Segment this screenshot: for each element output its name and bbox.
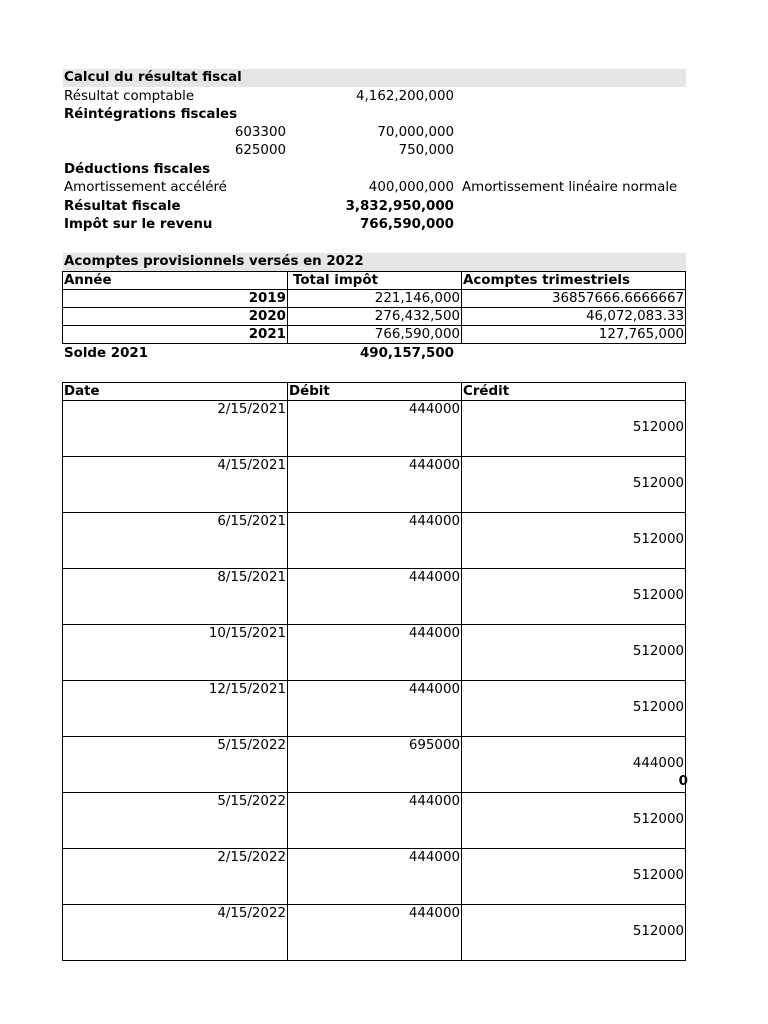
- debit-cell: 444000: [288, 625, 462, 681]
- credit-value: 512000: [632, 868, 684, 883]
- debit-cell: 444000: [288, 569, 462, 625]
- credit-value: 444000: [632, 756, 684, 771]
- acompte-trimestriel-cell: 127,765,000: [462, 326, 686, 344]
- credit-value: 512000: [632, 532, 684, 547]
- journal-row: [63, 905, 686, 961]
- header-acomptes-trimestriels: Acomptes trimestriels: [462, 272, 686, 290]
- acompte-trimestriel-cell: 36857666.6666667: [462, 290, 686, 308]
- amortissement-label: Amortissement accéléré: [64, 180, 227, 195]
- journal-row: [63, 793, 686, 849]
- credit-cell: [462, 793, 686, 849]
- resultat-fiscale-label: Résultat fiscale: [64, 199, 181, 214]
- reintegration-account: 625000: [234, 143, 286, 158]
- acomptes-row: [63, 308, 686, 326]
- journal-header-row: [63, 383, 686, 401]
- deductions-label: Déductions fiscales: [64, 162, 211, 177]
- date-cell: 5/15/2022: [63, 737, 288, 793]
- journal-row: [63, 681, 686, 737]
- journal-row: [63, 849, 686, 905]
- journal-row: [63, 457, 686, 513]
- debit-cell: 444000: [288, 681, 462, 737]
- reintegration-value: 70,000,000: [377, 125, 454, 140]
- date-cell: 2/15/2021: [63, 401, 288, 457]
- debit-cell: 444000: [288, 513, 462, 569]
- header-total-impot: Total impôt: [288, 272, 462, 290]
- credit-cell: [462, 401, 686, 457]
- solde-value: 490,157,500: [359, 346, 454, 361]
- date-cell: 12/15/2021: [63, 681, 288, 737]
- credit-value: 512000: [632, 700, 684, 715]
- resultat-fiscale-value: 3,832,950,000: [345, 199, 454, 214]
- journal-row: [63, 513, 686, 569]
- journal-table: [62, 382, 686, 961]
- journal-row: [63, 625, 686, 681]
- credit-value: 512000: [632, 588, 684, 603]
- total-impot-cell: 276,432,500: [288, 308, 462, 326]
- credit-cell: [462, 513, 686, 569]
- date-cell: 4/15/2022: [63, 905, 288, 961]
- debit-cell: 444000: [288, 457, 462, 513]
- journal-row: [63, 401, 686, 457]
- debit-cell: 444000: [288, 401, 462, 457]
- journal-row: [63, 569, 686, 625]
- debit-cell: 444000: [288, 793, 462, 849]
- date-cell: 10/15/2021: [63, 625, 288, 681]
- debit-cell: 444000: [288, 849, 462, 905]
- total-impot-cell: 766,590,000: [288, 326, 462, 344]
- header-date: Date: [63, 383, 288, 401]
- solde-label: Solde 2021: [64, 346, 149, 361]
- amortissement-value: 400,000,000: [368, 180, 454, 195]
- annee-cell: 2021: [63, 326, 288, 344]
- resultat-comptable-label: Résultat comptable: [64, 89, 195, 104]
- date-cell: 5/15/2022: [63, 793, 288, 849]
- annee-cell: 2019: [63, 290, 288, 308]
- journal-row: [63, 737, 686, 793]
- credit-value: 512000: [632, 812, 684, 827]
- header-debit: Débit: [288, 383, 462, 401]
- reintegrations-label: Réintégrations fiscales: [64, 107, 238, 122]
- acomptes-header-row: [63, 272, 686, 290]
- calcul-title: Calcul du résultat fiscal: [64, 70, 242, 85]
- credit-cell: [462, 457, 686, 513]
- credit-value: 512000: [632, 476, 684, 491]
- date-cell: 4/15/2021: [63, 457, 288, 513]
- total-impot-cell: 221,146,000: [288, 290, 462, 308]
- credit-extra-value: 0: [678, 774, 688, 789]
- credit-cell: [462, 569, 686, 625]
- reintegration-value: 750,000: [398, 143, 454, 158]
- resultat-comptable-value: 4,162,200,000: [356, 89, 454, 104]
- credit-cell: [462, 905, 686, 961]
- acomptes-row: [63, 290, 686, 308]
- header-credit: Crédit: [462, 383, 686, 401]
- header-annee: Année: [63, 272, 288, 290]
- reintegration-account: 603300: [234, 125, 286, 140]
- debit-cell: 444000: [288, 905, 462, 961]
- acompte-trimestriel-cell: 46,072,083.33: [462, 308, 686, 326]
- credit-cell: [462, 681, 686, 737]
- credit-cell: [462, 849, 686, 905]
- acomptes-title: Acomptes provisionnels versés en 2022: [64, 254, 364, 269]
- credit-cell: [462, 737, 686, 793]
- date-cell: 2/15/2022: [63, 849, 288, 905]
- credit-value: 512000: [632, 420, 684, 435]
- credit-cell: [462, 625, 686, 681]
- impot-label: Impôt sur le revenu: [64, 217, 213, 232]
- acomptes-row: [63, 326, 686, 344]
- annee-cell: 2020: [63, 308, 288, 326]
- date-cell: 6/15/2021: [63, 513, 288, 569]
- impot-value: 766,590,000: [359, 217, 454, 232]
- credit-value: 512000: [632, 924, 684, 939]
- amortissement-note: Amortissement linéaire normale: [462, 180, 678, 195]
- acomptes-table: [62, 271, 686, 344]
- date-cell: 8/15/2021: [63, 569, 288, 625]
- credit-value: 512000: [632, 644, 684, 659]
- debit-cell: 695000: [288, 737, 462, 793]
